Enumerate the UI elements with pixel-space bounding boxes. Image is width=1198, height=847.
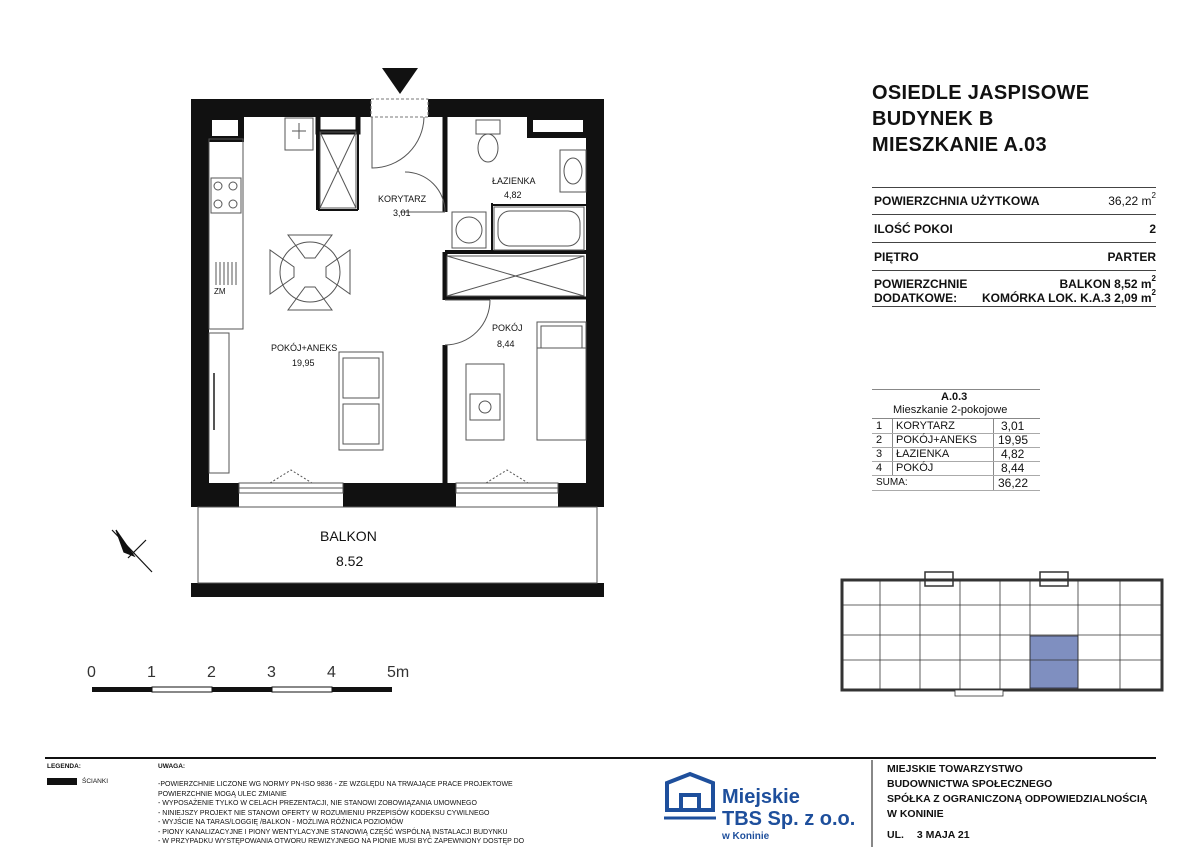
info-divider — [872, 306, 1156, 307]
room-row-area: 8,44 — [1001, 461, 1025, 475]
label-korytarz-area: 3,01 — [393, 208, 411, 218]
note-line: - WYPOSAŻENIE TYLKO W CELACH PREZENTACJI, NIE STANOWI ZOBOWIĄZANIA UMOWNEGO — [158, 800, 477, 807]
scale-tick: 3 — [267, 664, 276, 681]
bed — [537, 322, 586, 440]
room-row-name: KORYTARZ — [896, 420, 955, 432]
room-row-no: 2 — [876, 434, 883, 446]
info-rooms-label: ILOŚĆ POKOI — [874, 222, 953, 236]
bathroom-door — [400, 172, 445, 212]
estate-title: OSIEDLE JASPISOWE — [872, 82, 1090, 104]
company-address — [887, 829, 970, 841]
building-mini-plan — [842, 572, 1162, 696]
info-extra-row — [874, 274, 1156, 291]
sup: 2 — [1151, 288, 1156, 297]
room-table-code: A.0.3 — [941, 391, 968, 403]
dining-table — [270, 235, 350, 310]
table-border — [993, 419, 994, 490]
label-balkon-area: 8.52 — [336, 553, 364, 569]
legend-title: LEGENDA: — [47, 763, 81, 770]
balcony — [198, 507, 597, 583]
sofa — [339, 352, 383, 450]
legend-walls-label: ŚCIANKI — [82, 778, 109, 785]
scale-tick: 5m — [387, 664, 410, 681]
label-lazienka-area: 4,82 — [504, 190, 522, 200]
info-extra-label1: POWIERZCHNIE — [874, 277, 968, 291]
room-row-no: 4 — [876, 462, 883, 474]
label-balkon: BALKON — [320, 528, 377, 544]
table-border — [872, 389, 1040, 390]
room-row-area: 3,01 — [1001, 419, 1025, 433]
info-divider — [872, 187, 1156, 188]
scale-tick: 0 — [87, 664, 96, 681]
scale-tick: 2 — [207, 664, 216, 681]
room-row-no: 1 — [876, 420, 883, 432]
north-arrow-icon — [112, 530, 152, 572]
label-pokoj: POKÓJ — [492, 323, 523, 333]
company-line3: SPÓŁKA Z OGRANICZONĄ ODPOWIEDZIALNOŚCIĄ — [887, 793, 1148, 805]
scale-bar — [92, 687, 392, 692]
company-line2: BUDOWNICTWA SPOŁECZNEGO — [887, 778, 1053, 790]
room-row-area: 19,95 — [998, 433, 1029, 447]
table-border — [872, 490, 1040, 491]
logo-house-icon — [667, 774, 713, 810]
note-line: - NINIEJSZY PROJEKT NIE STANOWI OFERTY W ROZUMIENIU PRZEPISÓW KODEKSU CYWILNEGO — [158, 809, 490, 817]
info-rooms-value: 2 — [1149, 222, 1156, 236]
info-rooms-row — [874, 222, 1156, 236]
sup: 2 — [1151, 191, 1156, 200]
label-pokoj-aneks-area: 19,95 — [292, 358, 315, 368]
info-area-label: POWIERZCHNIA UŻYTKOWA — [874, 194, 1040, 208]
info-divider — [872, 270, 1156, 271]
scale-tick: 4 — [327, 664, 336, 681]
info-extra-row2 — [874, 288, 1156, 305]
note-line: -POWIERZCHNIE LICZONE WG NORMY PN-ISO 9836 - ZE WZGLĘDU NA TRWAJĄCE PRACE PROJEKTOWE — [158, 781, 513, 788]
company-line1: MIEJSKIE TOWARZYSTWO — [887, 763, 1023, 775]
info-extra-label2: DODATKOWE: — [874, 291, 958, 305]
company-block — [887, 762, 1147, 822]
sup: 2 — [1151, 274, 1156, 283]
room-sum-label: SUMA: — [876, 477, 908, 488]
room-row-name: ŁAZIENKA — [896, 448, 950, 460]
logo-line3: w Koninie — [722, 831, 770, 842]
note-line: - W PRZYPADKU WYSTĘPOWANIA OTWORU REWIZYJNEGO NA PIONIE MUSI BYĆ ZAPEWNIONY DOSTĘP DO — [158, 838, 525, 845]
scale-tick: 1 — [147, 664, 156, 681]
notes-title: UWAGA: — [158, 763, 186, 770]
info-area-value: 36,22 m — [1108, 194, 1152, 208]
walls-legend-swatch — [47, 778, 77, 785]
label-lazienka: ŁAZIENKA — [492, 176, 536, 186]
apartment-highlight — [1030, 636, 1078, 688]
entrance-door — [371, 99, 428, 168]
building-title: BUDYNEK B — [872, 108, 994, 130]
room-sum-value: 36,22 — [998, 476, 1029, 490]
room-door — [445, 300, 490, 345]
info-floor-value: PARTER — [1107, 250, 1156, 264]
apartment-title: MIESZKANIE A.03 — [872, 134, 1047, 156]
info-area-row — [874, 191, 1156, 208]
label-korytarz: KORYTARZ — [378, 194, 427, 204]
label-pokoj-area: 8,44 — [497, 339, 515, 349]
room-row-area: 4,82 — [1001, 447, 1025, 461]
room-row-name: POKÓJ+ANEKS — [896, 434, 978, 446]
info-extra-value1: BALKON 8,52 m — [1059, 277, 1152, 291]
label-zm: ZM — [214, 287, 226, 296]
company-line4: W KONINIE — [887, 808, 944, 820]
room-row-name: POKÓJ — [896, 462, 934, 474]
info-floor-label: PIĘTRO — [874, 250, 919, 264]
room-table-subtitle: Mieszkanie 2-pokojowe — [893, 404, 1008, 416]
info-floor-row — [874, 250, 1156, 264]
logo-line2: TBS Sp. z o.o. — [722, 808, 856, 830]
room-row-no: 3 — [876, 448, 883, 460]
entrance-arrow-icon — [382, 68, 418, 94]
info-extra-value2: KOMÓRKA LOK. K.A.3 2,09 m — [981, 291, 1152, 305]
info-divider — [872, 214, 1156, 215]
note-line: - WYJŚCIE NA TARAS/LOGGIĘ /BALKON - MOŻLIWA RÓŻNICA POZIOMÓW — [158, 819, 404, 826]
address-street: 3 MAJA 21 — [916, 829, 970, 841]
label-pokoj-aneks: POKÓJ+ANEKS — [271, 343, 338, 353]
logo-line1: Miejskie — [722, 786, 800, 808]
desk — [466, 364, 504, 440]
address-prefix: UL. — [887, 829, 904, 841]
note-line: POWIERZCHNIE MOGĄ ULEC ZMIANIE — [158, 790, 287, 798]
notes-block — [158, 780, 538, 847]
note-line: - PIONY KANALIZACYJNE I PIONY WENTYLACYJNE STANOWIĄ CZĘŚĆ WSPÓLNĄ INSTALACJI BUDYNKU — [158, 828, 508, 836]
info-divider — [872, 242, 1156, 243]
